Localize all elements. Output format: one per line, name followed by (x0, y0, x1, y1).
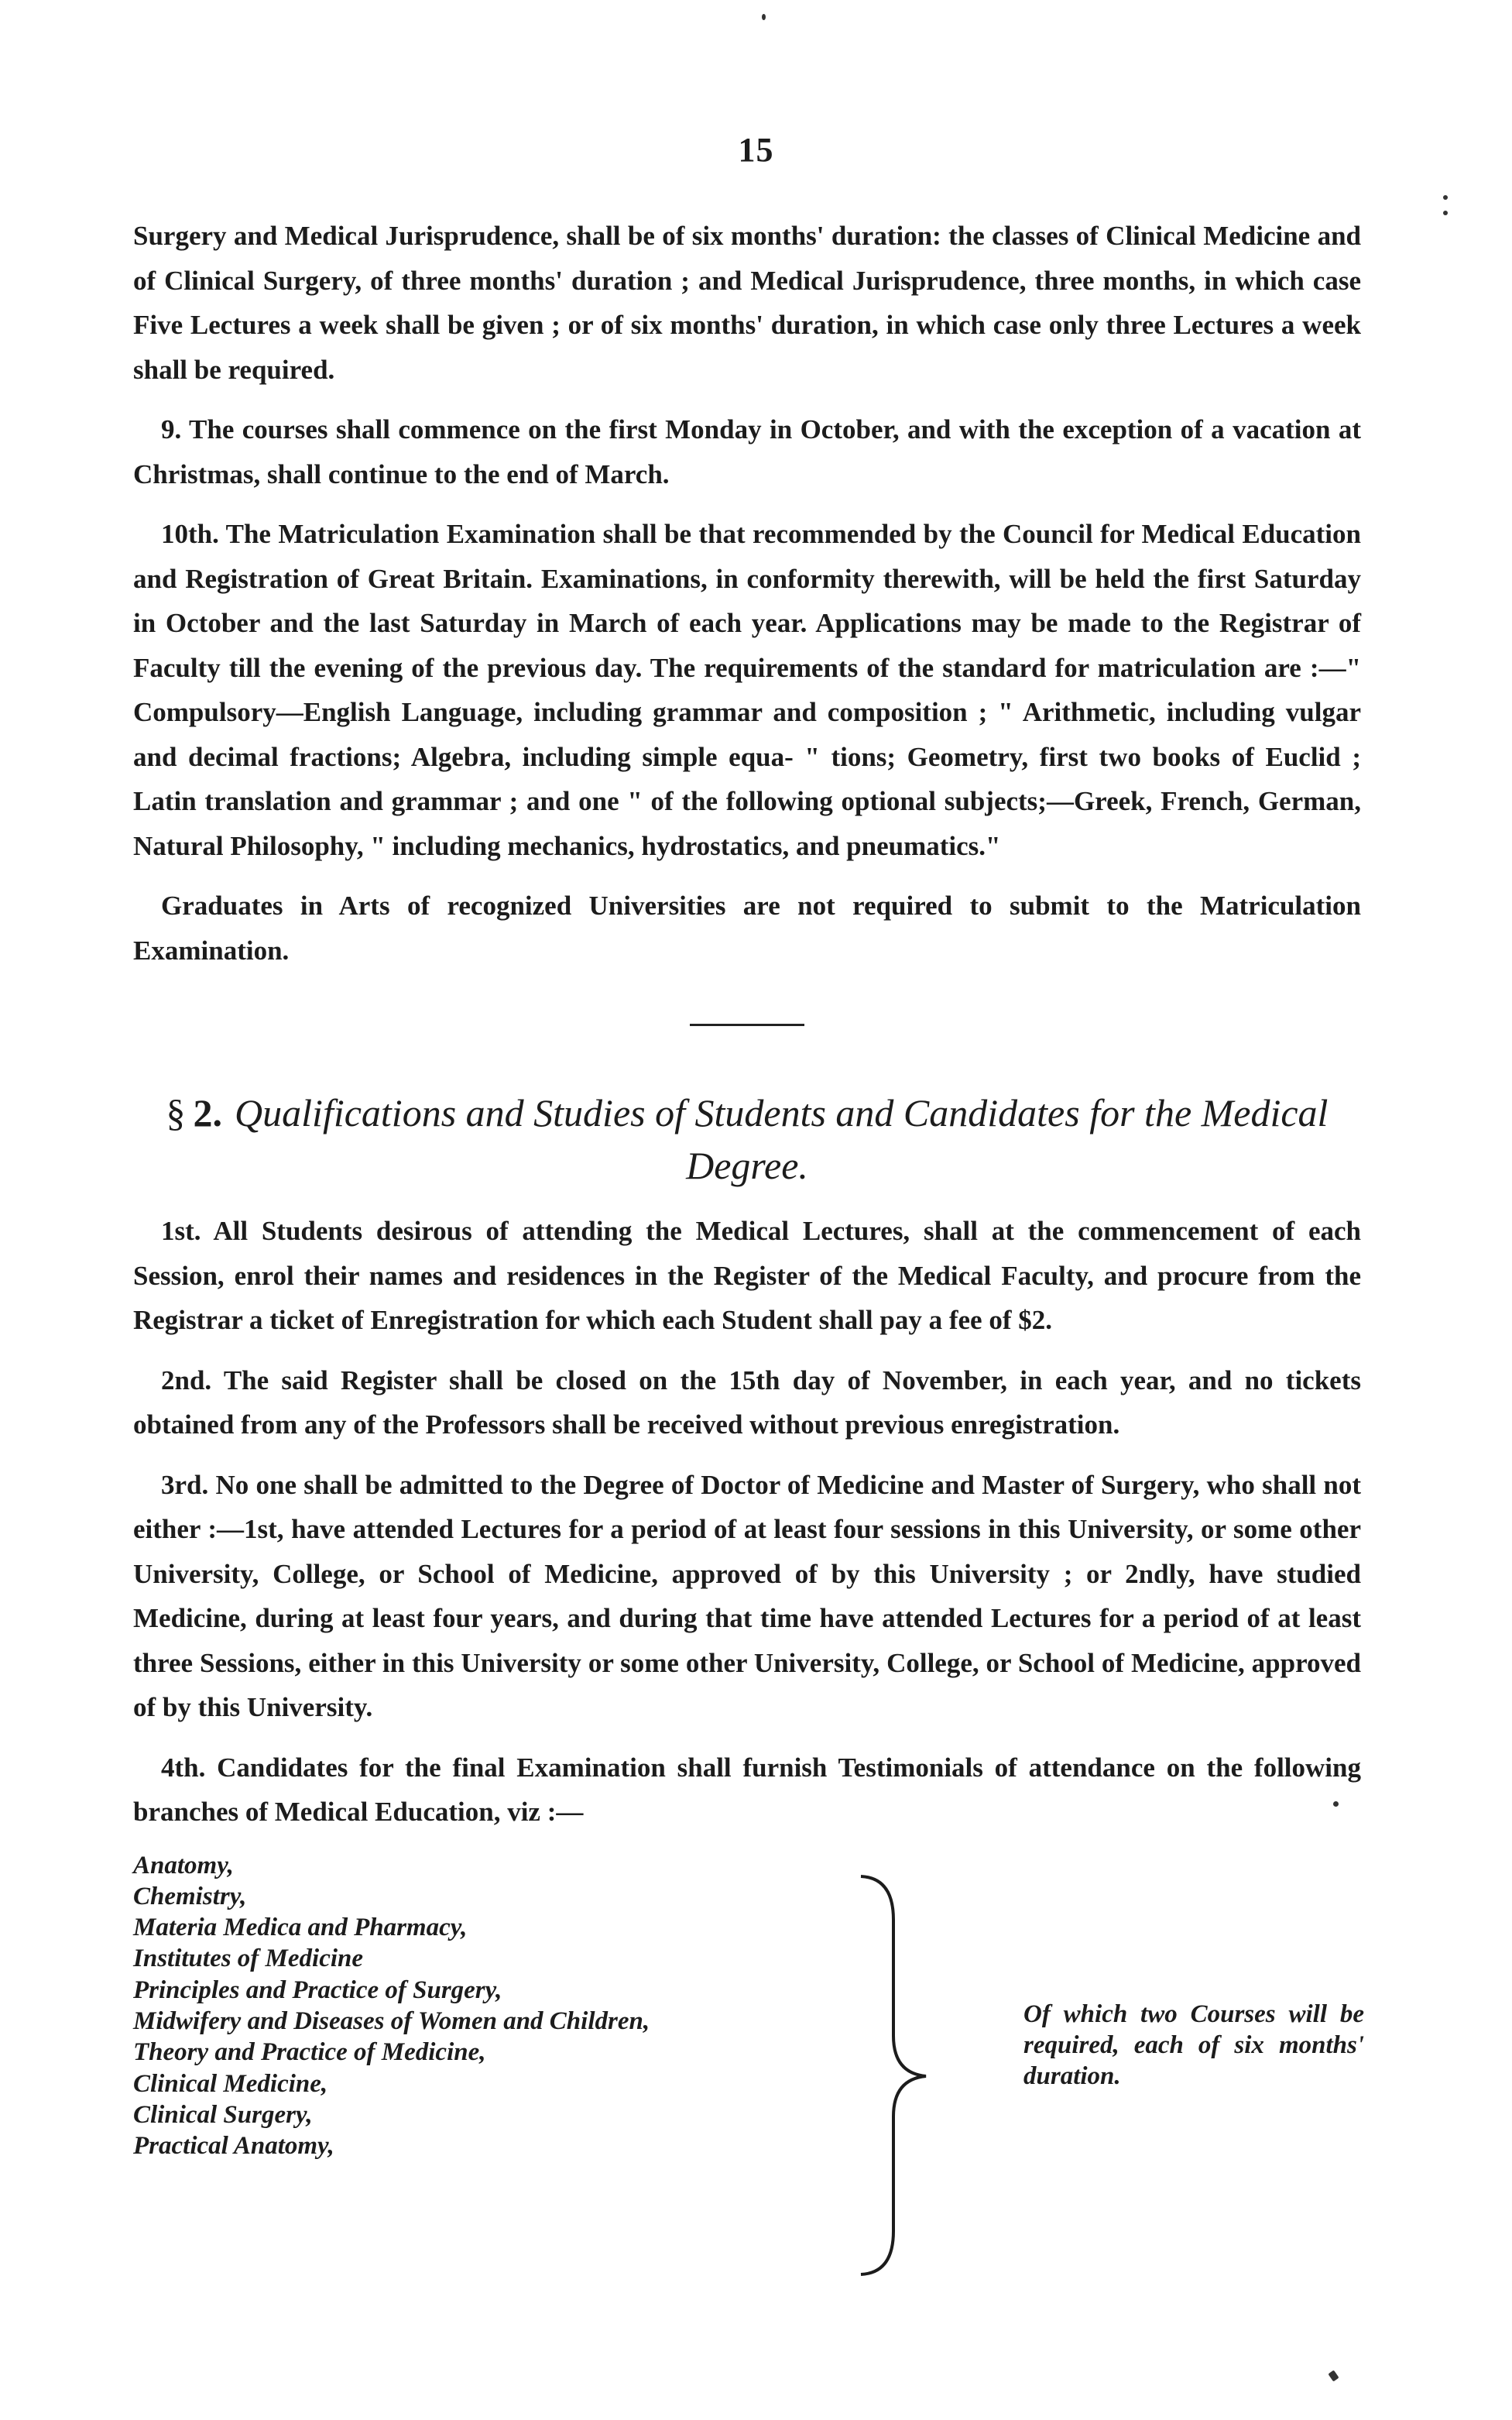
subjects-block (133, 1850, 1364, 2315)
print-speck-decoration (1443, 195, 1448, 200)
print-speck-decoration (1333, 1801, 1339, 1807)
subject-item: Chemistry, (133, 1882, 247, 1910)
subject-item: Clinical Surgery, (133, 2100, 313, 2129)
subject-item: Materia Medica and Pharmacy, (133, 1914, 468, 1942)
print-speck-decoration (1328, 2370, 1339, 2382)
page-body (133, 214, 1364, 2315)
paragraph-1st-enrolment: 1st. All Students desirous of attending the Medical Lectures, shall at the commencement of each Session, enrol their names and residences in the Register of the Medical Faculty, and procure from the Registrar a ticket of Enregistration for which each Student shall pay a fee of $2. (133, 1216, 1361, 1335)
paragraph-3rd-degree: 3rd. No one shall be admitted to the Degree of Doctor of Medicine and Master of Surgery, who shall not either :—1st, have attended Lectures for a period of at least four sessions in this University, or some other University, College, or School of Medicine, approved of by this University ; or 2ndly, have studied Medicine, during at least four years, and during that time have attended Lectures for a period of at least three Sessions, either in this University or some other University, College, or School of Medicine, approved of by this University. (133, 1469, 1361, 1722)
page-number: 15 (738, 131, 774, 169)
print-speck-decoration (1443, 211, 1448, 215)
subject-item: Anatomy, (133, 1851, 234, 1879)
paragraph-durations: Surgery and Medical Jurisprudence, shall be of six months' duration: the classes of Clinical Medicine and of Clinical Surgery, of three months' duration ; and Medical Jurisprudence, three months, in which case Five Lectures a week shall be given ; or of six months' duration, in which case only three Lectures a week shall be required. (133, 221, 1361, 385)
subject-item: Institutes of Medicine (133, 1945, 364, 1973)
print-speck-decoration (762, 14, 766, 20)
right-brace-icon (845, 1873, 993, 2276)
subjects-note: Of which two Courses will be required, each of six months' duration. (1023, 2000, 1364, 2090)
section-sign: § (166, 1091, 186, 1134)
section-divider (690, 1024, 804, 1026)
section-heading (133, 1086, 1361, 1192)
paragraph-9-courses: 9. The courses shall commence on the first Monday in October, and with the exception of a vacation at Christmas, shall continue to the end of March. (133, 414, 1361, 489)
paragraph-graduates: Graduates in Arts of recognized Universities are not required to submit to the Matriculation Examination. (133, 891, 1361, 966)
subject-item: Midwifery and Diseases of Women and Children, (133, 2006, 650, 2035)
subject-item: Theory and Practice of Medicine, (133, 2038, 486, 2067)
subject-list (133, 1850, 876, 2162)
paragraph-4th-testimonials: 4th. Candidates for the final Examination shall furnish Testimonials of attendance on the following branches of Medical Education, viz :— (133, 1752, 1361, 1827)
section-title: Qualifications and Studies of Students and Candidates for the Medical Degree. (235, 1091, 1329, 1187)
paragraph-10-matriculation: 10th. The Matriculation Examination shall be that recommended by the Council for Medical Education and Registration of Great Britain. Examinations, in conformity therewith, will be held the first Saturday in October and the last Saturday in March of each year. Applications may be made to the Registrar of Faculty till the evening of the previous day. The requirements of the standard for matriculation are :—" Compulsory—English Language, including grammar and composition ; " Arithmetic, including vulgar and decimal fractions; Algebra, including simple equa- " tions; Geometry, first two books of Euclid ; Latin translation and grammar ; and one " of the following optional subjects;—Greek, French, German, Natural Philosophy, " including mechanics, hydrostatics, and pneumatics." (133, 519, 1361, 861)
section-number: 2. (193, 1091, 223, 1134)
subject-item: Principles and Practice of Surgery, (133, 1975, 502, 2004)
paragraph-2nd-register: 2nd. The said Register shall be closed on the 15th day of November, in each year, and no tickets obtained from any of the Professors shall be received without previous enregistration. (133, 1364, 1361, 1440)
subject-item: Practical Anatomy, (133, 2132, 334, 2161)
subject-item: Clinical Medicine, (133, 2069, 328, 2098)
